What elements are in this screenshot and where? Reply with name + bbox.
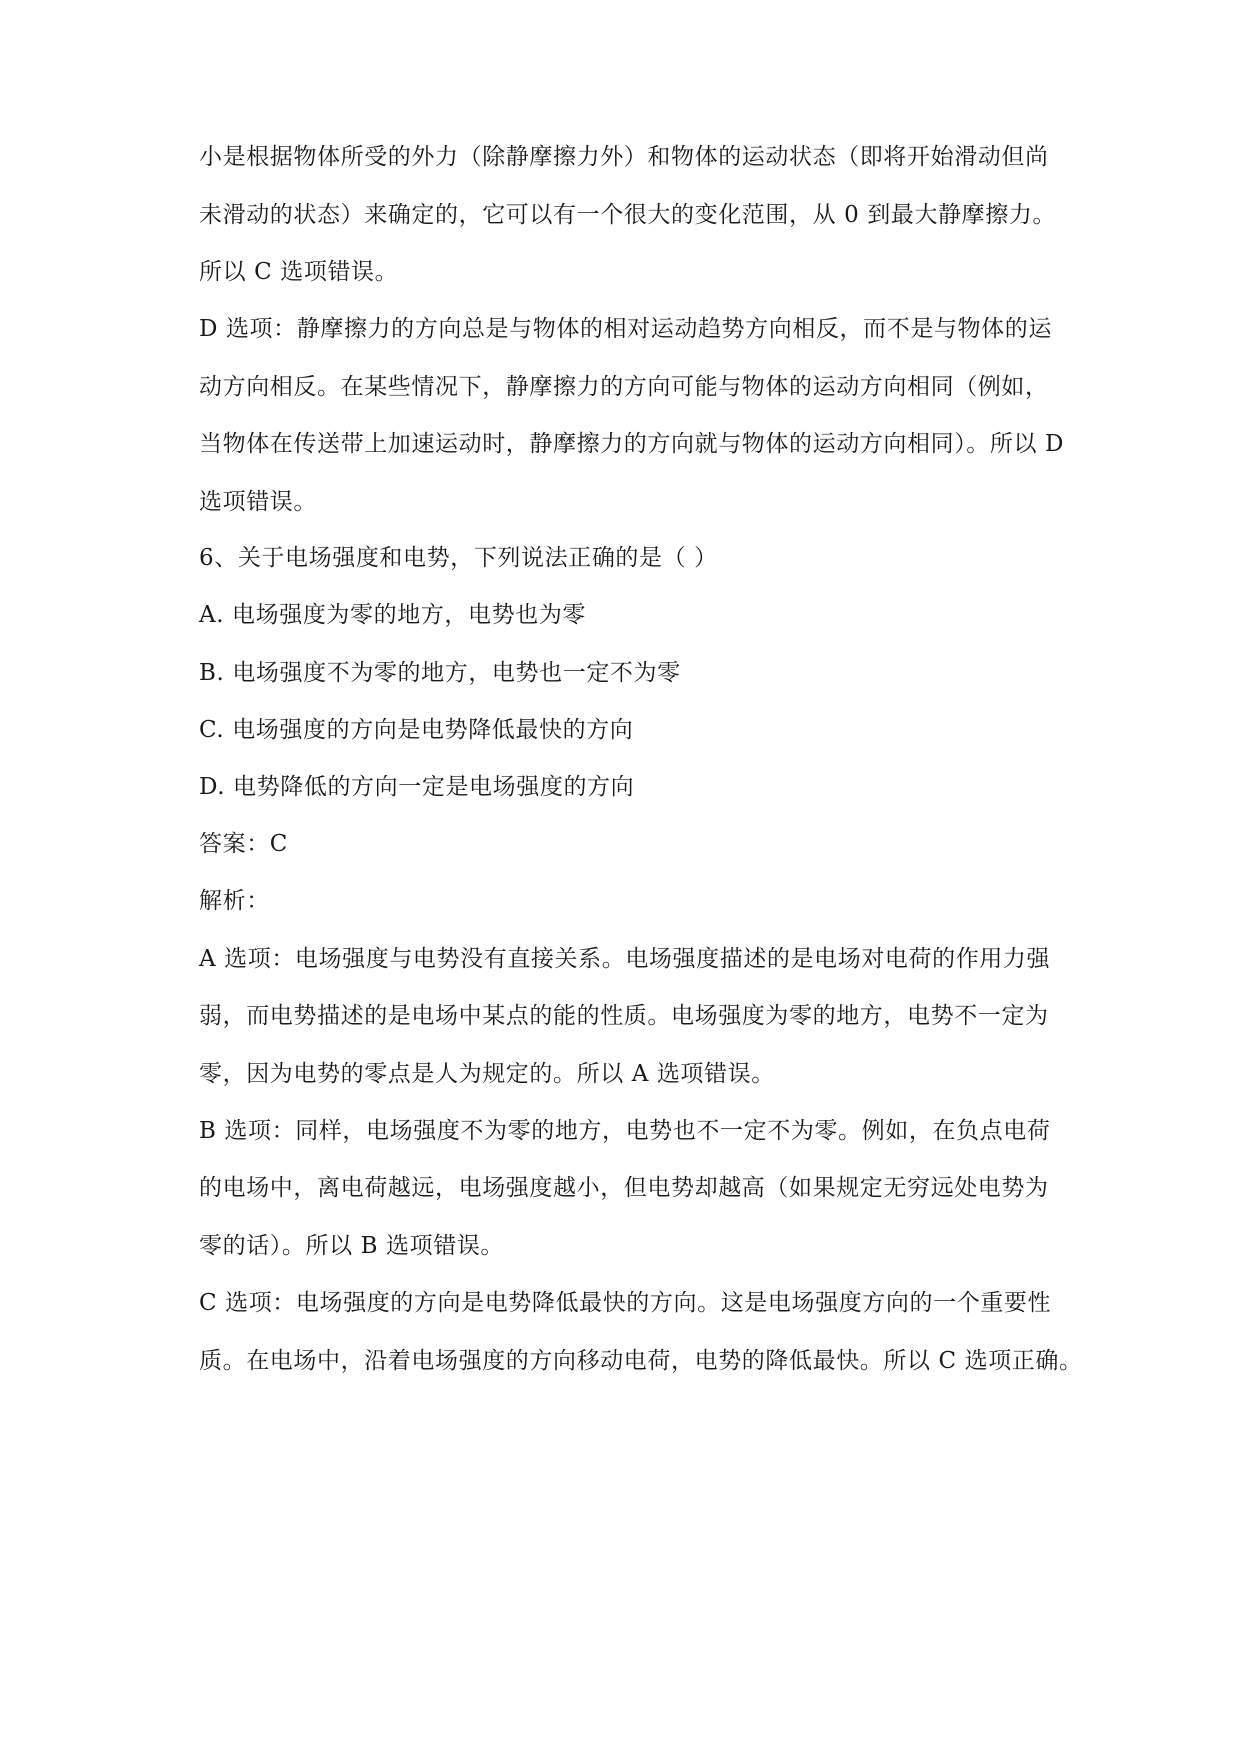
paragraph-line: 未滑动的状态）来确定的，它可以有一个很大的变化范围，从 0 到最大静摩擦力。 bbox=[199, 202, 1057, 228]
paragraph-line: 零的话）。所以 B 选项错误。 bbox=[199, 1233, 505, 1259]
option-b: B. 电场强度不为零的地方，电势也一定不为零 bbox=[199, 660, 681, 686]
paragraph-line: 的电场中，离电荷越远，电场强度越小，但电势却越高（如果规定无穷远处电势为 bbox=[199, 1175, 1049, 1201]
paragraph-line: 当物体在传送带上加速运动时，静摩擦力的方向就与物体的运动方向相同）。所以 D bbox=[199, 431, 1065, 457]
paragraph-line: 弱，而电势描述的是电场中某点的能的性质。电场强度为零的地方，电势不一定为 bbox=[199, 1003, 1049, 1029]
option-c: C. 电场强度的方向是电势降低最快的方向 bbox=[199, 717, 634, 743]
question-stem: 6、关于电场强度和电势，下列说法正确的是（ ） bbox=[199, 545, 718, 571]
paragraph-line: 质。在电场中，沿着电场强度的方向移动电荷，电势的降低最快。所以 C 选项正确。 bbox=[199, 1348, 1083, 1374]
paragraph-line: C 选项：电场强度的方向是电势降低最快的方向。这是电场强度方向的一个重要性 bbox=[199, 1290, 1052, 1316]
analysis-heading: 解析： bbox=[199, 888, 270, 914]
answer-line: 答案：C bbox=[199, 831, 288, 857]
paragraph-line: 选项错误。 bbox=[199, 489, 317, 515]
paragraph-line: 小是根据物体所受的外力（除静摩擦力外）和物体的运动状态（即将开始滑动但尚 bbox=[199, 144, 1049, 170]
paragraph-line: A 选项：电场强度与电势没有直接关系。电场强度描述的是电场对电荷的作用力强 bbox=[199, 946, 1051, 972]
option-d: D. 电势降低的方向一定是电场强度的方向 bbox=[199, 774, 635, 800]
paragraph-line: 动方向相反。在某些情况下，静摩擦力的方向可能与物体的运动方向相同（例如， bbox=[199, 374, 1049, 400]
paragraph-line: D 选项：静摩擦力的方向总是与物体的相对运动趋势方向相反，而不是与物体的运 bbox=[199, 316, 1052, 342]
paragraph-line: 所以 C 选项错误。 bbox=[199, 259, 399, 285]
option-a: A. 电场强度为零的地方，电势也为零 bbox=[199, 602, 587, 628]
paragraph-line: B 选项：同样，电场强度不为零的地方，电势也不一定不为零。例如，在负点电荷 bbox=[199, 1118, 1051, 1144]
paragraph-line: 零，因为电势的零点是人为规定的。所以 A 选项错误。 bbox=[199, 1061, 775, 1087]
